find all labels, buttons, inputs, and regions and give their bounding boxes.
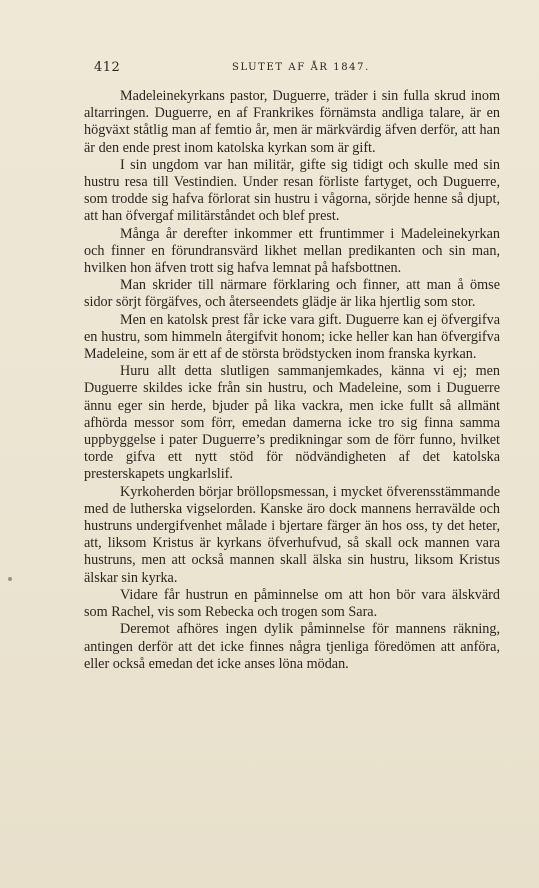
body-text [84, 88, 500, 673]
paragraph: Man skrider till närmare förklaring och finner, att man å ömse sidor sörjt förgäfves, och återseendets glädje är lika hjertlig som stor. [84, 277, 500, 311]
paragraph: Många år derefter inkommer ett fruntimmer i Madeleinekyrkan och finner en förundransvärd likhet mellan predikanten och sin man, hvilken hon äfven trott sig hafva lemnat på hafsbottnen. [84, 225, 500, 277]
page-header [94, 60, 504, 80]
paragraph: I sin ungdom var han militär, gifte sig tidigt och skulle med sin hustru resa till Vestindien. Under resan förliste fartyget, och Duguerre, som trodde sig hafva förlorat sin hustru i vågorna, sörjde henne så djupt, att han öfvergaf militärståndet och blef prest. [84, 156, 500, 225]
running-title: SLUTET AF ÅR 1847. [232, 62, 370, 73]
paragraph: Kyrkoherden börjar bröllopsmessan, i mycket öfverensstämmande med de lutherska vigselorden. Kanske äro dock mannens herravälde och hustruns undergifvenhet målade i bjertare färger än hos oss, ty det heter, att, liksom Kristus är kyrkans öfverhufvud, så skall ock mannen vara hustruns, men att också mannen skall älska sin hustru, liksom Kristus älskar sin kyrka. [84, 483, 500, 586]
paragraph: Huru allt detta slutligen sammanjemkades, känna vi ej; men Duguerre skildes icke från sin hustru, och Madeleine, som i Duguerre ännu eger sin herde, bjuder på lika vackra, men icke fullt så allmänt afhörda messor som förr, emedan damerna icke tro sig finna samma uppbyggelse i pater Duguerre’s predikningar som de förr funno, hvilket torde gifva ett nytt stöd för nödvändigheten af det katolska presterskapets ungkarlslif. [84, 363, 500, 483]
paragraph: Madeleinekyrkans pastor, Duguerre, träder i sin fulla skrud inom altarringen. Duguerre, en af Frankrikes förnämsta andliga talare, är en högväxt ståtlig man af femtio år, men är märkvärdig äfven derför, att han är den ende prest inom katolska kyrkan som är gift. [84, 88, 500, 156]
paragraph: Men en katolsk prest får icke vara gift. Duguerre kan ej öfvergifva en hustru, som himmeln återgifvit honom; icke heller kan han öfvergifva Madeleine, som är ett af de största brödstycken inom franska kyrkan. [84, 311, 500, 363]
paragraph: Deremot afhöres ingen dylik påminnelse för mannens räkning, antingen derför att det icke finnes några tjenliga föredömen att anföra, eller också emedan det icke anses löna mödan. [84, 621, 500, 672]
paragraph: Vidare får hustrun en påminnelse om att hon bör vara älskvärd som Rachel, vis som Rebecka och trogen som Sara. [84, 586, 500, 621]
page-number: 412 [94, 60, 121, 75]
paper-spot [8, 577, 12, 581]
